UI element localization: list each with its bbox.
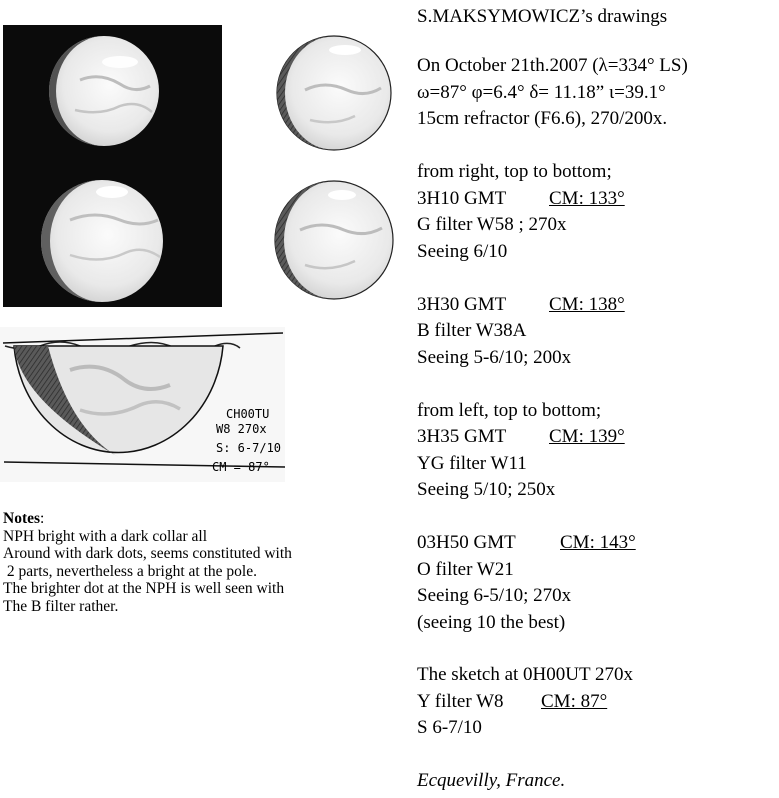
hand-line-4: CM = 87° (212, 460, 270, 474)
group-2-heading: from left, top to bottom; (417, 400, 602, 421)
entry-filter: O filter W21 (417, 559, 514, 580)
entry-seeing: Seeing 6-5/10; 270x (417, 585, 572, 606)
notes-line: NPH bright with a dark collar all (3, 527, 208, 545)
entry-time: 03H50 GMT (417, 532, 516, 553)
date-line: On October 21th.2007 (λ=334° LS) (417, 55, 688, 76)
notes-line: The brighter dot at the NPH is well seen with (3, 580, 285, 598)
notes-colon: : (40, 510, 45, 527)
hand-line-2: W8 270x (216, 422, 267, 436)
entry-time: 3H10 GMT (417, 188, 507, 209)
drawings-panel (0, 0, 420, 500)
notes-line: Around with dark dots, seems constituted with (3, 545, 292, 563)
hand-line-1: CH00TU (226, 407, 270, 421)
sketch-line: The sketch at 0H00UT 270x (417, 664, 633, 685)
notes-label: Notes (3, 510, 41, 527)
black-panel-drawings (3, 25, 222, 307)
entry-cm: CM: 138° (549, 294, 625, 315)
entry-filter: YG filter W11 (417, 453, 527, 474)
geometry-line: ω=87° φ=6.4° δ= 11.18” ι=39.1° (417, 82, 666, 103)
seeing-scale-note: (seeing 10 the best) (417, 612, 566, 633)
mars-disc-3h35 (49, 36, 159, 146)
entry-filter: G filter W58 ; 270x (417, 214, 567, 235)
mars-disc-03h50 (41, 180, 163, 302)
entry-seeing: Seeing 5-6/10; 200x (417, 347, 572, 368)
notes-line: The B filter rather. (3, 597, 119, 615)
entry-cm: CM: 143° (560, 532, 636, 553)
mars-disc-3h10 (277, 36, 391, 150)
page-title: S.MAKSYMOWICZ’s drawings (417, 6, 668, 27)
group-1-heading: from right, top to bottom; (417, 161, 612, 182)
notes-block (3, 510, 292, 616)
entry-filter: B filter W38A (417, 320, 527, 341)
entry-cm: CM: 139° (549, 426, 625, 447)
entry-cm: CM: 133° (549, 188, 625, 209)
sketch-seeing: S 6-7/10 (417, 717, 482, 738)
notes-line: 2 parts, nevertheless a bright at the pole. (3, 562, 257, 580)
sketch-0h00ut (0, 327, 285, 482)
sketch-cm: CM: 87° (541, 691, 608, 712)
mars-disc-3h30 (275, 181, 393, 299)
hand-line-3: S: 6-7/10 (216, 441, 282, 455)
sketch-filter: Y filter W8 (417, 691, 504, 712)
instrument-line: 15cm refractor (F6.6), 270/200x. (417, 108, 668, 129)
entry-seeing: Seeing 5/10; 250x (417, 479, 556, 500)
entry-seeing: Seeing 6/10 (417, 241, 508, 262)
location: Ecquevilly, France. (417, 770, 566, 791)
entry-time: 3H35 GMT (417, 426, 507, 447)
notes-heading (3, 510, 292, 528)
entry-time: 3H30 GMT (417, 294, 507, 315)
